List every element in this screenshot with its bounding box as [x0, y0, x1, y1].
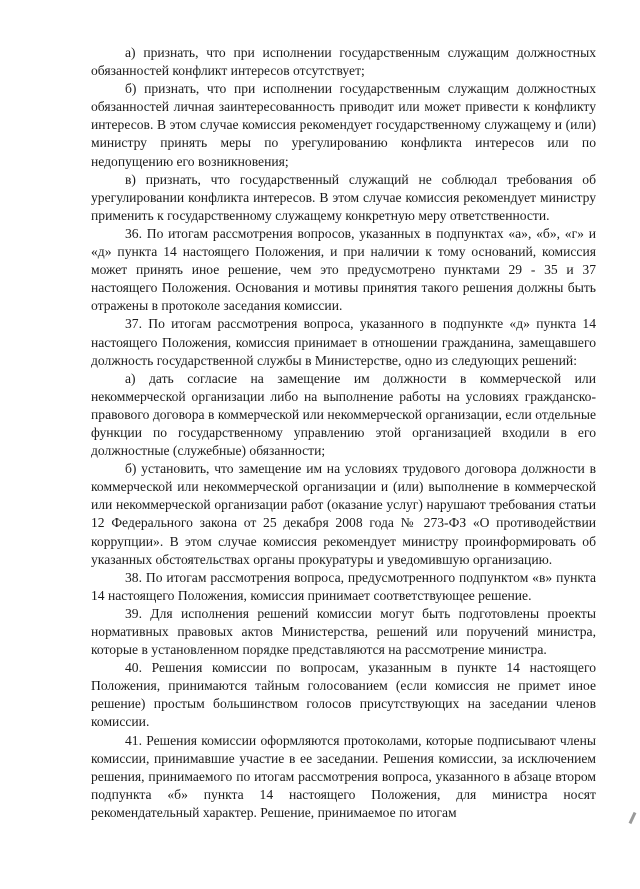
paragraph-35b: б) признать, что при исполнении государственным служащим должностных обязанностей личная заинтересованность приводит или может привести к конфликту интересов. В этом случае комиссия рекомендует государственному служащему и (или) министру принять меры по урегулированию конфликта интересов или по недопущению его возникновения; — [91, 81, 596, 169]
paragraph-37b: б) установить, что замещение им на условиях трудового договора должности в коммерческой или некоммерческой организации и (или) выполнение в коммерческой или некоммерческой организации работ (оказание услуг) нарушают требования статьи 12 Федерального закона от 25 декабря 2008 года № 273-ФЗ «О противодействии коррупции». В этом случае комиссия рекомендует министру проинформировать об указанных обстоятельствах органы прокуратуры и уведомившую организацию. — [91, 461, 596, 567]
paragraph-35v: в) признать, что государственный служащий не соблюдал требования об урегулировании конфликта интересов. В этом случае комиссия рекомендует министру применить к государственному служащему конкретную меру ответственности. — [91, 171, 596, 223]
paragraph-39: 39. Для исполнения решений комиссии могут быть подготовлены проекты нормативных правовых актов Министерства, решений или поручений министра, которые в установленном порядке представляются на рассмотрение министра. — [91, 605, 596, 658]
paragraph-35a: а) признать, что при исполнении государственным служащим должностных обязанностей конфликт интересов отсутствует; — [91, 45, 596, 79]
scan-artifact-mark — [629, 812, 637, 824]
paragraph-37a: а) дать согласие на замещение им должности в коммерческой или некоммерческой организации либо на выполнение работы на условиях гражданско-правового договора в коммерческой или некоммерческой организации, если отдельные функции по государственному управлению этой организацией входили в его должностные (служебные) обязанности; — [91, 370, 596, 459]
paragraph-37: 37. По итогам рассмотрения вопроса, указанного в подпункте «д» пункта 14 настоящего Положения, комиссия принимает в отношении гражданина, замещавшего должность государственной службы в Министерстве, одно из следующих решений: — [91, 316, 596, 368]
paragraph-38: 38. По итогам рассмотрения вопроса, предусмотренного подпунктом «в» пункта 14 настоящего Положения, комиссия принимает соответствующее решение. — [91, 569, 596, 603]
paragraph-40: 40. Решения комиссии по вопросам, указанным в пункте 14 настоящего Положения, принимаются тайным голосованием (если комиссия не примет иное решение) простым большинством голосов присутствующих на заседании членов комиссии. — [91, 660, 596, 730]
paragraph-36: 36. По итогам рассмотрения вопросов, указанных в подпунктах «а», «б», «г» и «д» пункта 14 настоящего Положения, и при наличии к тому оснований, комиссия может принять иное решение, чем это предусмотрено пунктами 29 - 35 и 37 настоящего Положения. Основания и мотивы принятия такого решения должны быть отражены в протоколе заседания комиссии. — [91, 225, 596, 314]
paragraph-41: 41. Решения комиссии оформляются протоколами, которые подписывают члены комиссии, принимавшие участие в ее заседании. Решения комиссии, за исключением решения, принимаемого по итогам рассмотрения вопроса, указанного в абзаце втором подпункта «б» пункта 14 настоящего Положения, для министра носят рекомендательный характер. Решение, принимаемое по итогам — [91, 732, 596, 820]
